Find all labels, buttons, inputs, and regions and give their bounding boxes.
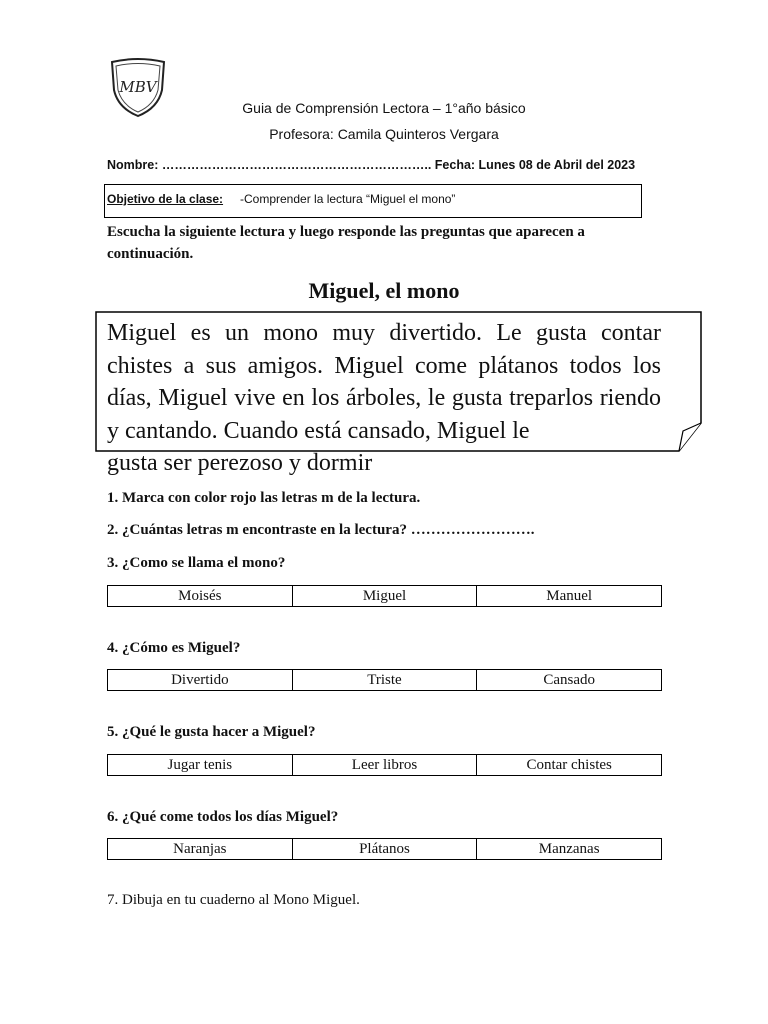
reading-title: Miguel, el mono [308, 278, 460, 303]
question-7: 7. Dibuja en tu cuaderno al Mono Miguel. [107, 892, 360, 908]
options-q6 [107, 838, 662, 860]
question-3: 3. ¿Como se llama el mono? [107, 555, 286, 571]
question-6: 6. ¿Qué come todos los días Miguel? [107, 809, 339, 825]
worksheet-title: Guia de Comprensión Lectora – 1°año básico [242, 100, 526, 116]
option-q5-b[interactable]: Leer libros [292, 755, 477, 776]
reading-body: Miguel es un mono muy divertido. Le gusta contar chistes a sus amigos. Miguel come plátanos todos los días, Miguel vive en los árboles, le gusta treparlos riendo y cantando. Cuando está cansado, Miguel le [107, 320, 661, 444]
options-q3 [107, 585, 662, 607]
objective-label: Objetivo de la clase: [107, 192, 224, 206]
option-q6-c[interactable]: Manzanas [477, 839, 662, 860]
option-q4-b[interactable]: Triste [292, 670, 477, 691]
reading-last-line: gusta ser perezoso y dormir [107, 450, 373, 476]
option-q5-a[interactable]: Jugar tenis [108, 755, 293, 776]
option-q4-a[interactable]: Divertido [108, 670, 293, 691]
question-2: 2. ¿Cuántas letras m encontraste en la lectura? ……………………. [107, 522, 535, 538]
question-5: 5. ¿Qué le gusta hacer a Miguel? [107, 724, 316, 740]
objective-text: -Comprender la lectura “Miguel el mono” [240, 192, 456, 206]
option-q3-c[interactable]: Manuel [477, 586, 662, 607]
instructions: Escucha la siguiente lectura y luego responde las preguntas que aparecen a continuación. [107, 224, 585, 262]
option-q3-a[interactable]: Moisés [108, 586, 293, 607]
options-q5 [107, 754, 662, 776]
logo-monogram: MBV [119, 78, 157, 96]
option-q3-b[interactable]: Miguel [292, 586, 477, 607]
option-q6-b[interactable]: Plátanos [292, 839, 477, 860]
option-q5-c[interactable]: Contar chistes [477, 755, 662, 776]
options-q4 [107, 669, 662, 691]
question-4: 4. ¿Cómo es Miguel? [107, 640, 241, 656]
teacher-name: Profesora: Camila Quinteros Vergara [269, 126, 499, 142]
option-q4-c[interactable]: Cansado [477, 670, 662, 691]
option-q6-a[interactable]: Naranjas [108, 839, 293, 860]
name-date-line: Nombre: ……………………………………………………….. Fecha: Lunes 08 de Abril del 2023 [107, 158, 636, 172]
question-1: 1. Marca con color rojo las letras m de la lectura. [107, 490, 421, 506]
